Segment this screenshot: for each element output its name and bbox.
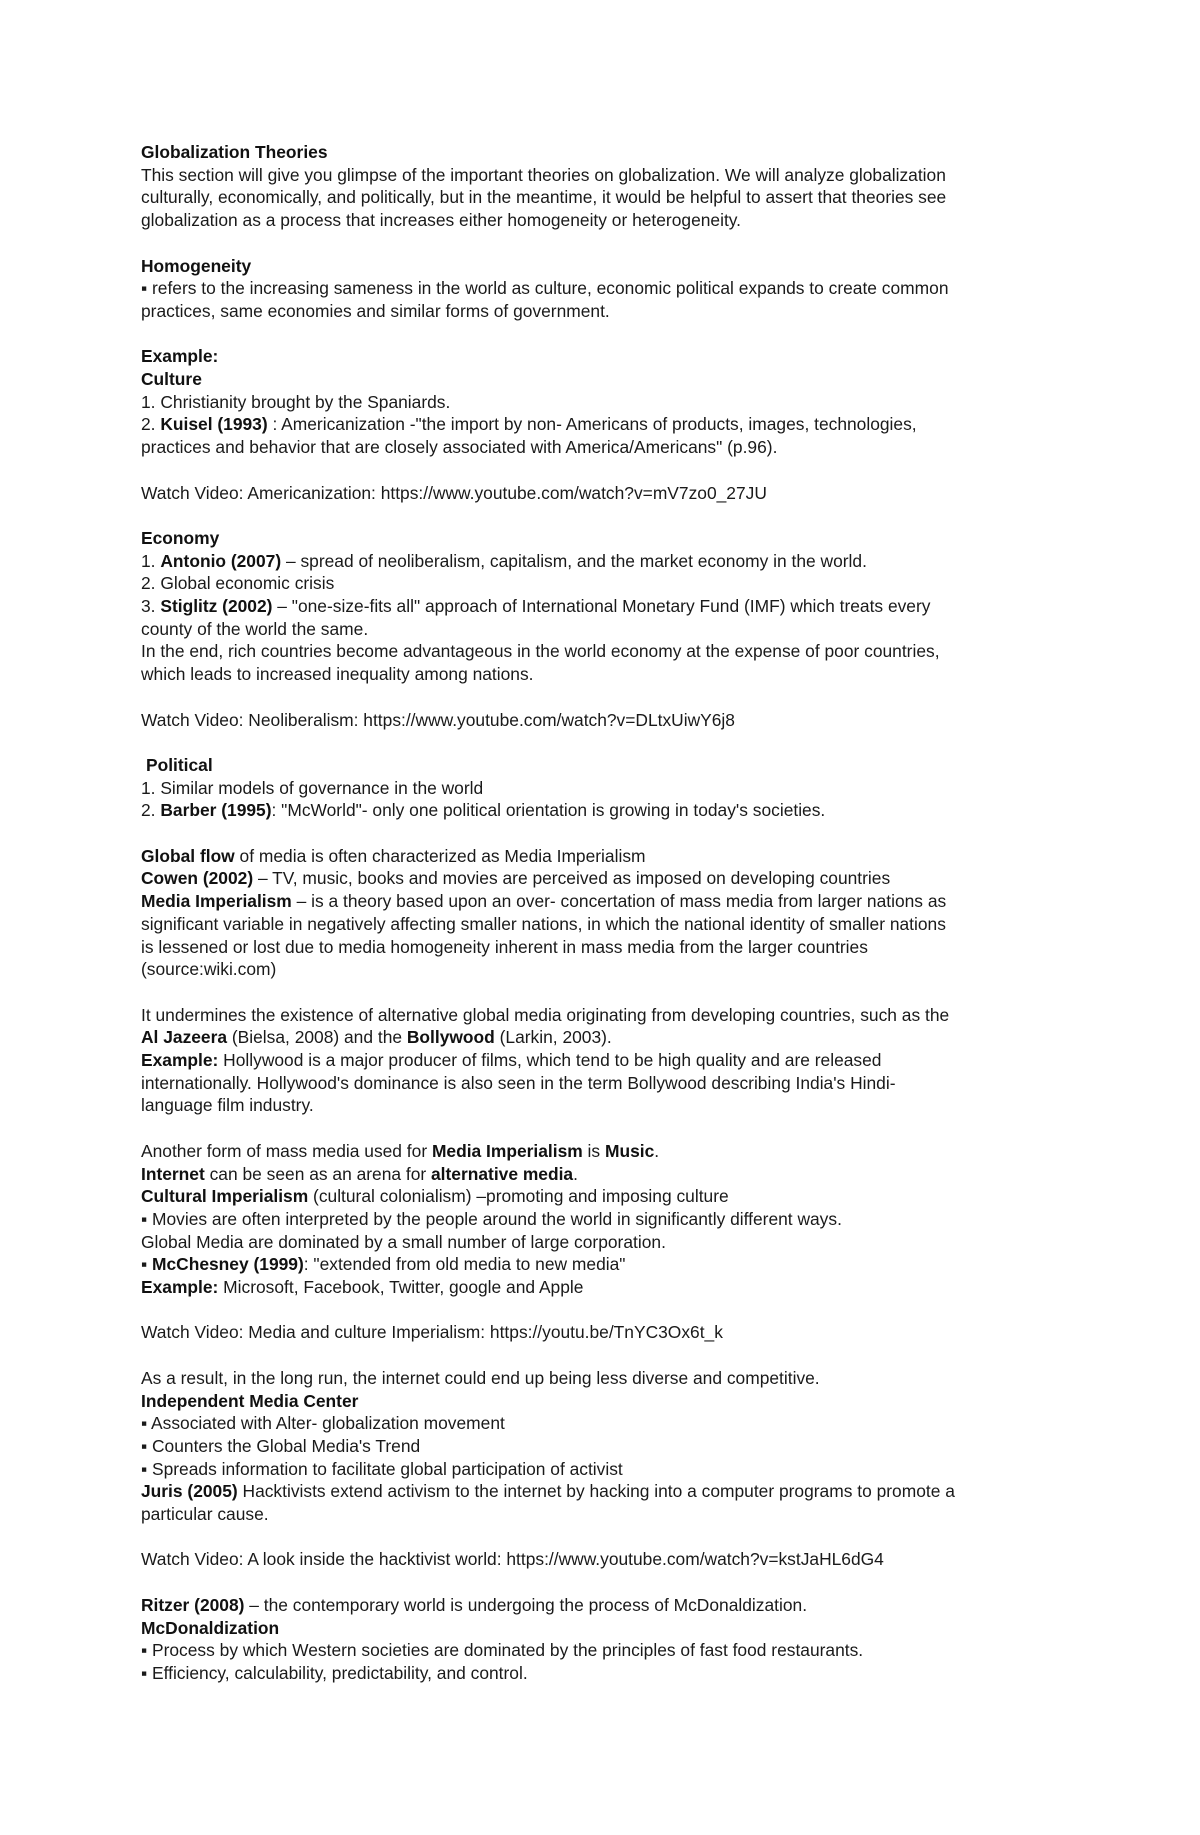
doc-title: Globalization Theories — [141, 142, 328, 162]
hollywood-example-cont: internationally. Hollywood's dominance is also seen in the term Bollywood describing India's Hindi- — [141, 1072, 896, 1093]
political-item-2: 2. Barber (1995): "McWorld"- only one political orientation is growing in today's societies. — [141, 800, 826, 821]
economy-conclusion: In the end, rich countries become advantageous in the world economy at the expense of poor countries, — [141, 641, 940, 662]
hollywood-example-cont: language film industry. — [141, 1095, 314, 1116]
internet-line: Internet can be seen as an arena for alternative media. — [141, 1163, 578, 1184]
imc-bullet: ▪ Associated with Alter- globalization movement — [141, 1413, 505, 1434]
homogeneity-line: ▪ refers to the increasing sameness in the world as culture, economic political expands to create common — [141, 278, 949, 299]
economy-heading: Economy — [141, 527, 220, 548]
political-heading: Political — [146, 754, 213, 775]
alt-media-examples: Al Jazeera (Bielsa, 2008) and the Bollywood (Larkin, 2003). — [141, 1027, 612, 1048]
hollywood-example: Example: Hollywood is a major producer of films, which tend to be high quality and are released — [141, 1050, 882, 1070]
media-imperialism-cont: (source:wiki.com) — [141, 959, 277, 980]
homogeneity-heading: Homogeneity — [141, 255, 252, 276]
global-media-line: Global Media are dominated by a small number of large corporation. — [141, 1231, 666, 1252]
media-imperialism-cont: is lessened or lost due to media homogeneity inherent in mass media from the larger countries — [141, 936, 868, 957]
cultural-imperialism-line: Cultural Imperialism (cultural colonialism) –promoting and imposing culture — [141, 1186, 729, 1207]
political-item-1: 1. Similar models of governance in the world — [141, 777, 484, 798]
alt-media-line: It undermines the existence of alternative global media originating from developing countries, such as the — [141, 1004, 950, 1025]
economy-item-3: 3. Stiglitz (2002) – "one-size-fits all" approach of International Monetary Fund (IMF) which treats every — [141, 596, 931, 616]
example-heading: Example: — [141, 346, 219, 367]
video-link-americanization: Watch Video: Americanization: https://www.youtube.com/watch?v=mV7zo0_27JU — [141, 482, 767, 503]
media-imperialism-line: Media Imperialism – is a theory based upon an over- concertation of mass media from larger nations as — [141, 891, 947, 912]
video-link-culture-imperialism: Watch Video: Media and culture Imperialism: https://youtu.be/TnYC3Ox6t_k — [141, 1322, 723, 1343]
juris-line-cont: particular cause. — [141, 1504, 269, 1525]
video-link-hacktivist: Watch Video: A look inside the hacktivist world: https://www.youtube.com/watch?v=kstJaHL6dG4 — [141, 1549, 884, 1570]
intro-line: This section will give you glimpse of the important theories on globalization. We will analyze globalization — [141, 164, 946, 185]
mcdonaldization-bullet: ▪ Efficiency, calculability, predictability, and control. — [141, 1662, 528, 1683]
imc-bullet: ▪ Spreads information to facilitate global participation of activist — [141, 1458, 623, 1479]
result-line: As a result, in the long run, the internet could end up being less diverse and competitive. — [141, 1367, 820, 1388]
culture-item-2-cont: practices and behavior that are closely associated with America/Americans" (p.96). — [141, 437, 778, 458]
mcdonaldization-bullet: ▪ Process by which Western societies are dominated by the principles of fast food restaurants. — [141, 1640, 864, 1661]
imc-heading: Independent Media Center — [141, 1390, 359, 1411]
music-line: Another form of mass media used for Media Imperialism is Music. — [141, 1140, 660, 1161]
corporations-example: Example: Microsoft, Facebook, Twitter, google and Apple — [141, 1277, 584, 1298]
culture-heading: Culture — [141, 369, 202, 389]
global-flow-line: Global flow of media is often characterized as Media Imperialism — [141, 845, 646, 866]
intro-line: culturally, economically, and politically, but in the meantime, it would be helpful to assert that theories see — [141, 187, 947, 208]
culture-item-1: 1. Christianity brought by the Spaniards. — [141, 391, 451, 412]
economy-item-3-cont: county of the world the same. — [141, 618, 369, 639]
mcdonaldization-heading: McDonaldization — [141, 1617, 280, 1638]
imc-bullet: ▪ Counters the Global Media's Trend — [141, 1435, 421, 1456]
homogeneity-line: practices, same economies and similar forms of government. — [141, 300, 610, 321]
ritzer-line: Ritzer (2008) – the contemporary world is undergoing the process of McDonaldization. — [141, 1594, 808, 1615]
economy-conclusion: which leads to increased inequality among nations. — [141, 664, 534, 685]
intro-line: globalization as a process that increases either homogeneity or heterogeneity. — [141, 210, 742, 231]
economy-item-1: 1. Antonio (2007) – spread of neoliberalism, capitalism, and the market economy in the world. — [141, 550, 867, 571]
culture-item-2: 2. Kuisel (1993) : Americanization -"the import by non- Americans of products, images, technologies, — [141, 414, 917, 435]
video-link-neoliberalism: Watch Video: Neoliberalism: https://www.youtube.com/watch?v=DLtxUiwY6j8 — [141, 709, 735, 730]
juris-line: Juris (2005) Hacktivists extend activism to the internet by hacking into a computer programs to promote a — [141, 1481, 955, 1502]
movies-bullet: ▪ Movies are often interpreted by the people around the world in significantly different ways. — [141, 1208, 842, 1229]
mcchesney-line: ▪ McChesney (1999): "extended from old media to new media" — [141, 1254, 626, 1275]
economy-item-2: 2. Global economic crisis — [141, 573, 335, 594]
cowen-line: Cowen (2002) – TV, music, books and movies are perceived as imposed on developing countries — [141, 868, 891, 889]
media-imperialism-cont: significant variable in negatively affecting smaller nations, in which the national identity of smaller nations — [141, 913, 946, 934]
